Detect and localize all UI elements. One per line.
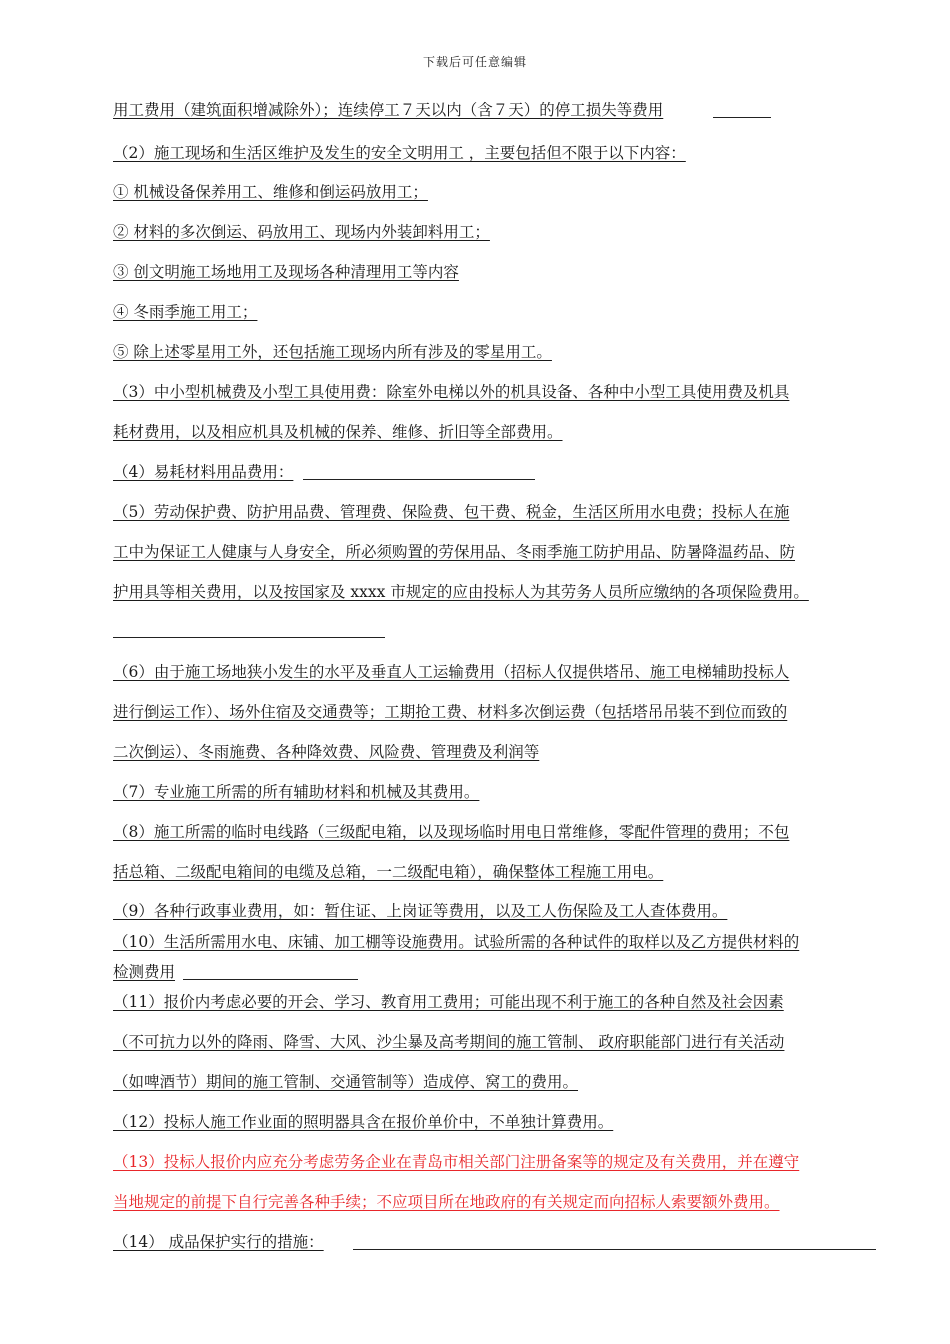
text-line: （11）报价内考虑必要的开会、学习、教育用工费用；可能出现不利于施工的各种自然及社会因素 (113, 993, 784, 1011)
text-line: （5）劳动保护费、防护用品费、管理费、保险费、包干费、税金，生活区所用水电费；投标人在施 (113, 503, 790, 521)
text-line: （7）专业施工所需的所有辅助材料和机械及其费用。 (113, 783, 480, 801)
text-line: 工中为保证工人健康与人身安全，所必须购置的劳保用品、冬雨季施工防护用品、防暑降温药品、防 (113, 543, 796, 561)
underline-blank (303, 479, 535, 480)
text-line: ① 机械设备保养用工、维修和倒运码放用工； (113, 183, 428, 201)
text-line: （14） 成品保护实行的措施： (113, 1233, 324, 1251)
text-line: 二次倒运）、冬雨施费、各种降效费、风险费、管理费及利润等 (113, 743, 540, 761)
text-line-highlighted: 当地规定的前提下自行完善各种手续；不应项目所在地政府的有关规定而向招标人索要额外费用。 (113, 1193, 780, 1211)
text-line: （4）易耗材料用品费用： (113, 463, 294, 481)
text-line: 检测费用 (113, 963, 176, 981)
text-line: 括总箱、二级配电箱间的电缆及总箱，一二级配电箱），确保整体工程施工用电。 (113, 863, 664, 881)
text-line: 用工费用（建筑面积增减除外）；连续停工７天以内（含７天）的停工损失等费用 (113, 101, 664, 119)
text-line: ④ 冬雨季施工用工； (113, 303, 258, 321)
text-line: （10）生活所需用水电、床铺、加工棚等设施费用。试验所需的各种试件的取样以及乙方提供材料的 (113, 933, 800, 951)
text-line: ③ 创文明施工场地用工及现场各种清理用工等内容 (113, 263, 459, 281)
text-line-highlighted: （13）投标人报价内应充分考虑劳务企业在青岛市相关部门注册备案等的规定及有关费用，并在遵守 (113, 1153, 800, 1171)
text-line: （3）中小型机械费及小型工具使用费：除室外电梯以外的机具设备、各种中小型工具使用费及机具 (113, 383, 790, 401)
text-line: （12）投标人施工作业面的照明器具含在报价单价中，不单独计算费用。 (113, 1113, 614, 1131)
page-header: 下载后可任意编辑 (422, 55, 527, 69)
text-line: （6）由于施工场地狭小发生的水平及垂直人工运输费用（招标人仅提供塔吊、施工电梯辅助投标人 (113, 663, 790, 681)
underline-blank (353, 1249, 876, 1250)
text-line: 进行倒运工作）、场外住宿及交通费等；工期抢工费、材料多次倒运费（包括塔吊吊装不到位而致的 (113, 703, 788, 721)
text-line: （2）施工现场和生活区维护及发生的安全文明用工 ，主要包括但不限于以下内容： (113, 144, 686, 162)
underline-blank (713, 117, 771, 118)
text-line: 护用具等相关费用，以及按国家及 xxxx 市规定的应由投标人为其劳务人员所应缴纳的各项保险费用。 (113, 583, 809, 601)
text-line: 耗材费用，以及相应机具及机械的保养、维修、折旧等全部费用。 (113, 423, 563, 441)
text-line: （不可抗力以外的降雨、降雪、大风、沙尘暴及高考期间的施工管制、 政府职能部门进行有关活动 (113, 1033, 785, 1051)
underline-blank (113, 637, 385, 638)
text-line: （9）各种行政事业费用，如：暂住证、上岗证等费用，以及工人伤保险及工人查体费用。 (113, 902, 728, 920)
text-line: （8）施工所需的临时电线路（三级配电箱，以及现场临时用电日常维修，零配件管理的费用；不包 (113, 823, 790, 841)
text-line: ② 材料的多次倒运、码放用工、现场内外装卸料用工； (113, 223, 490, 241)
underline-blank (183, 979, 358, 980)
text-line: ⑤ 除上述零星用工外，还包括施工现场内所有涉及的零星用工。 (113, 343, 552, 361)
text-line: （如啤酒节）期间的施工管制、交通管制等）造成停、窝工的费用。 (113, 1073, 579, 1091)
